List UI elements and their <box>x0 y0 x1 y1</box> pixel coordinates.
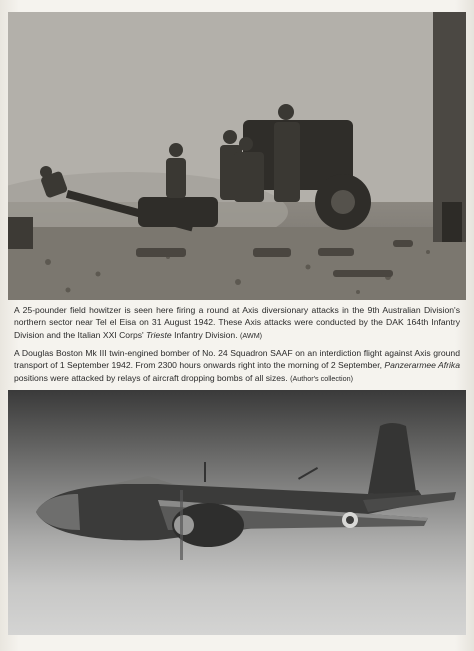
boston-caption-text-after: positions were attacked by relays of aircraft dropping bombs of all sizes. <box>14 372 291 383</box>
boston-caption <box>14 347 460 385</box>
boston-bomber-illustration <box>8 390 466 635</box>
howitzer-caption-text: A 25-pounder field howitzer is seen here firing a round at Axis diversionary attacks in the 9th Australian Division's northern sector near Tel el Eisa on 31 August 1942. These Axis attacks were conducted by the DAK 164th Infantry Division and the Italian XXI Corps' <box>14 305 460 340</box>
howitzer-photo <box>8 12 466 300</box>
howitzer-photo-illustration <box>8 12 466 300</box>
boston-bomber-photo <box>8 390 466 635</box>
howitzer-caption <box>14 304 460 342</box>
howitzer-photo-credit: (AWM) <box>239 330 263 340</box>
boston-caption-text: A Douglas Boston Mk III twin-engined bomber of No. 24 Squadron SAAF on an interdiction flight against Axis ground transport of 1 September 1942. From 2300 hours onwards right into the morning of 2 September, <box>14 348 460 371</box>
howitzer-caption-italic: Trieste <box>146 329 172 340</box>
howitzer-caption-text-after: Infantry Division. <box>171 329 240 340</box>
boston-photo-credit: (Author's collection) <box>290 373 353 383</box>
boston-caption-italic: Panzerarmee Afrika <box>384 360 461 371</box>
